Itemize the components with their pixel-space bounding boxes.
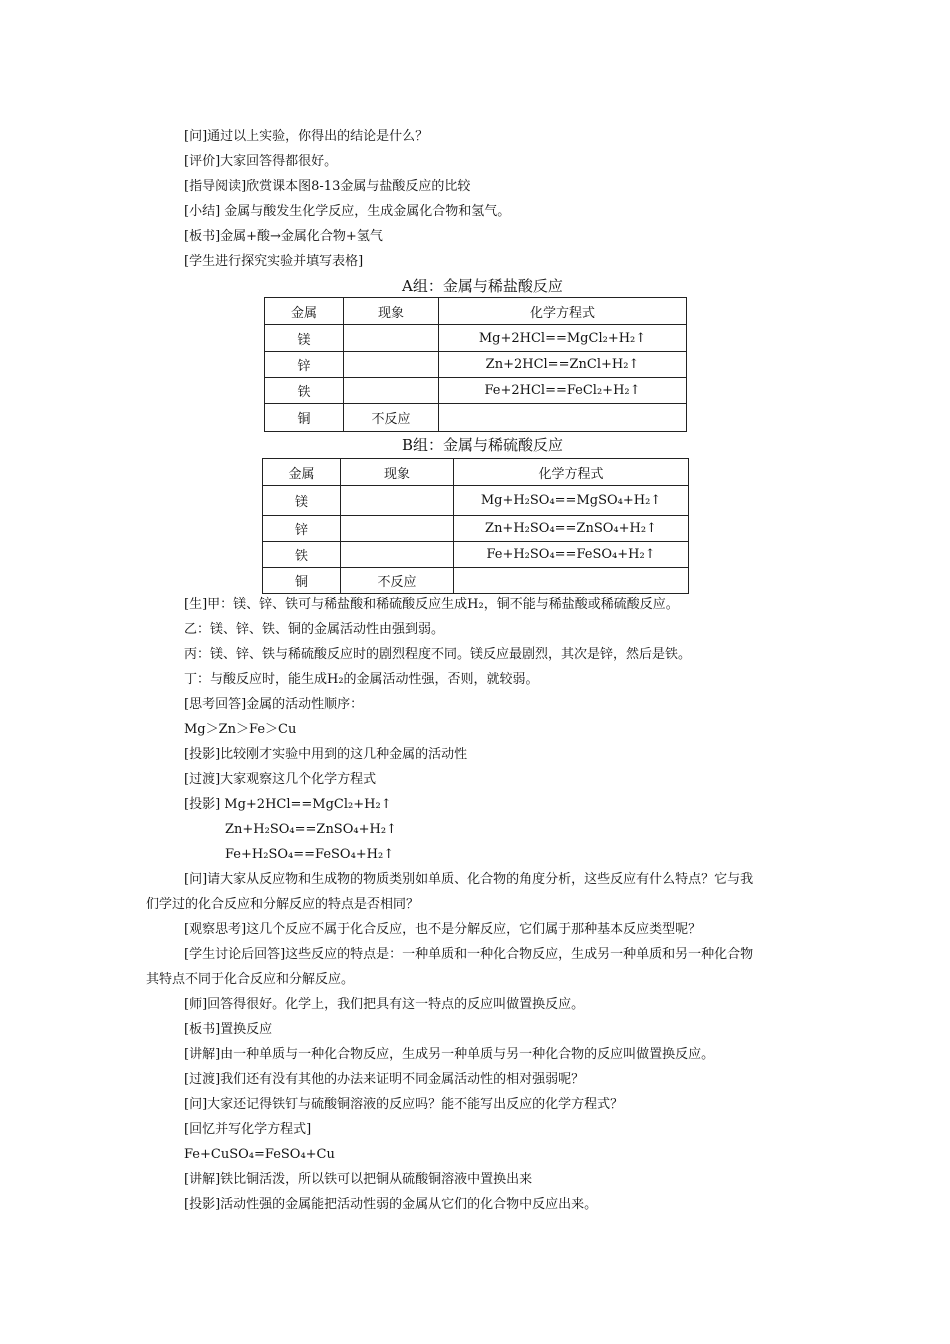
table-row	[265, 404, 687, 432]
table-b-caption: B组：金属与稀硫酸反应	[402, 436, 564, 454]
table-row	[265, 325, 687, 352]
equation-cell: Zn+2HCl==ZnCl+H₂↑	[439, 352, 687, 378]
metal-cell: 锌	[265, 352, 344, 378]
paragraph-continuation: 其特点不同于化合反应和分解反应。	[146, 972, 355, 987]
paragraph: 丁：与酸反应时，能生成H₂的金属活动性强，否则，就较弱。	[184, 672, 539, 687]
paragraph: [板书]金属+酸→金属化合物+氢气	[184, 229, 383, 244]
phenomenon-cell: 不反应	[344, 404, 439, 432]
equation-cell: Fe+H₂SO₄==FeSO₄+H₂↑	[454, 542, 689, 568]
equation-cell: Mg+2HCl==MgCl₂+H₂↑	[439, 325, 687, 352]
paragraph: [讲解]铁比铜活泼，所以铁可以把铜从硫酸铜溶液中置换出来	[184, 1172, 533, 1187]
paragraph: [师]回答得很好。化学上，我们把具有这一特点的反应叫做置换反应。	[184, 997, 585, 1012]
equation-line: Fe+CuSO₄=FeSO₄+Cu	[184, 1147, 335, 1162]
paragraph: [过渡]我们还有没有其他的办法来证明不同金属活动性的相对强弱呢？	[184, 1072, 585, 1087]
paragraph: 丙：镁、锌、铁与稀硫酸反应时的剧烈程度不同。镁反应最剧烈，其次是锌，然后是铁。	[184, 647, 692, 662]
table-header-row	[265, 298, 687, 325]
metal-cell: 铜	[263, 568, 341, 594]
table-row	[263, 568, 689, 594]
equation-cell	[454, 568, 689, 594]
metal-cell: 锌	[263, 516, 341, 542]
paragraph: [学生讨论后回答]这些反应的特点是：一种单质和一种化合物反应，生成另一种单质和另一种化合物	[184, 947, 754, 962]
activity-order: Mg＞Zn＞Fe＞Cu	[184, 722, 297, 737]
paragraph: [板书]置换反应	[184, 1022, 273, 1037]
phenomenon-cell	[344, 325, 439, 352]
equation-line: [投影] Mg+2HCl==MgCl₂+H₂↑	[184, 797, 392, 812]
header-cell: 化学方程式	[439, 298, 687, 325]
table-a	[264, 297, 687, 432]
header-cell: 金属	[263, 459, 341, 486]
paragraph: [问]请大家从反应物和生成物的物质类别如单质、化合物的角度分析，这些反应有什么特点？它与我	[184, 872, 754, 887]
phenomenon-cell: 不反应	[341, 568, 454, 594]
table-row	[265, 352, 687, 378]
paragraph: [过渡]大家观察这几个化学方程式	[184, 772, 377, 787]
header-cell: 化学方程式	[454, 459, 689, 486]
metal-cell: 铜	[265, 404, 344, 432]
paragraph: [投影]活动性强的金属能把活动性弱的金属从它们的化合物中反应出来。	[184, 1197, 598, 1212]
header-cell: 金属	[265, 298, 344, 325]
header-cell: 现象	[344, 298, 439, 325]
metal-cell: 铁	[263, 542, 341, 568]
equation-line: Zn+H₂SO₄==ZnSO₄+H₂↑	[225, 822, 397, 837]
equation-line: Fe+H₂SO₄==FeSO₄+H₂↑	[225, 847, 395, 862]
paragraph: [思考回答]金属的活动性顺序：	[184, 697, 364, 712]
paragraph-continuation: 们学过的化合反应和分解反应的特点是否相同？	[146, 897, 420, 912]
paragraph: [回忆并写化学方程式]	[184, 1122, 312, 1137]
phenomenon-cell	[344, 352, 439, 378]
paragraph: [问]大家还记得铁钉与硫酸铜溶液的反应吗？能不能写出反应的化学方程式？	[184, 1097, 624, 1112]
paragraph: [指导阅读]欣赏课本图8-13金属与盐酸反应的比较	[184, 179, 471, 194]
phenomenon-cell	[341, 486, 454, 516]
paragraph: [观察思考]这几个反应不属于化合反应，也不是分解反应，它们属于那种基本反应类型呢？	[184, 922, 702, 937]
paragraph: [学生进行探究实验并填写表格]	[184, 254, 364, 269]
header-cell: 现象	[341, 459, 454, 486]
equation-cell: Fe+2HCl==FeCl₂+H₂↑	[439, 378, 687, 404]
equation-cell: Mg+H₂SO₄==MgSO₄+H₂↑	[454, 486, 689, 516]
table-row	[263, 516, 689, 542]
table-row	[265, 378, 687, 404]
paragraph: [评价]大家回答得都很好。	[184, 154, 338, 169]
table-header-row	[263, 459, 689, 486]
paragraph: [问]通过以上实验，你得出的结论是什么？	[184, 129, 429, 144]
paragraph: [小结] 金属与酸发生化学反应，生成金属化合物和氢气。	[184, 204, 511, 219]
phenomenon-cell	[344, 378, 439, 404]
metal-cell: 镁	[265, 325, 344, 352]
metal-cell: 镁	[263, 486, 341, 516]
table-row	[263, 486, 689, 516]
paragraph: 乙：镁、锌、铁、铜的金属活动性由强到弱。	[184, 622, 445, 637]
equation-cell: Zn+H₂SO₄==ZnSO₄+H₂↑	[454, 516, 689, 542]
metal-cell: 铁	[265, 378, 344, 404]
phenomenon-cell	[341, 516, 454, 542]
table-b	[262, 458, 689, 594]
equation-cell	[439, 404, 687, 432]
paragraph: [讲解]由一种单质与一种化合物反应，生成另一种单质与另一种化合物的反应叫做置换反应。	[184, 1047, 715, 1062]
paragraph: [生]甲：镁、锌、铁可与稀盐酸和稀硫酸反应生成H₂，铜不能与稀盐酸或稀硫酸反应。	[184, 597, 679, 612]
table-a-caption: A组：金属与稀盐酸反应	[402, 277, 563, 295]
phenomenon-cell	[341, 542, 454, 568]
table-row	[263, 542, 689, 568]
paragraph: [投影]比较刚才实验中用到的这几种金属的活动性	[184, 747, 468, 762]
